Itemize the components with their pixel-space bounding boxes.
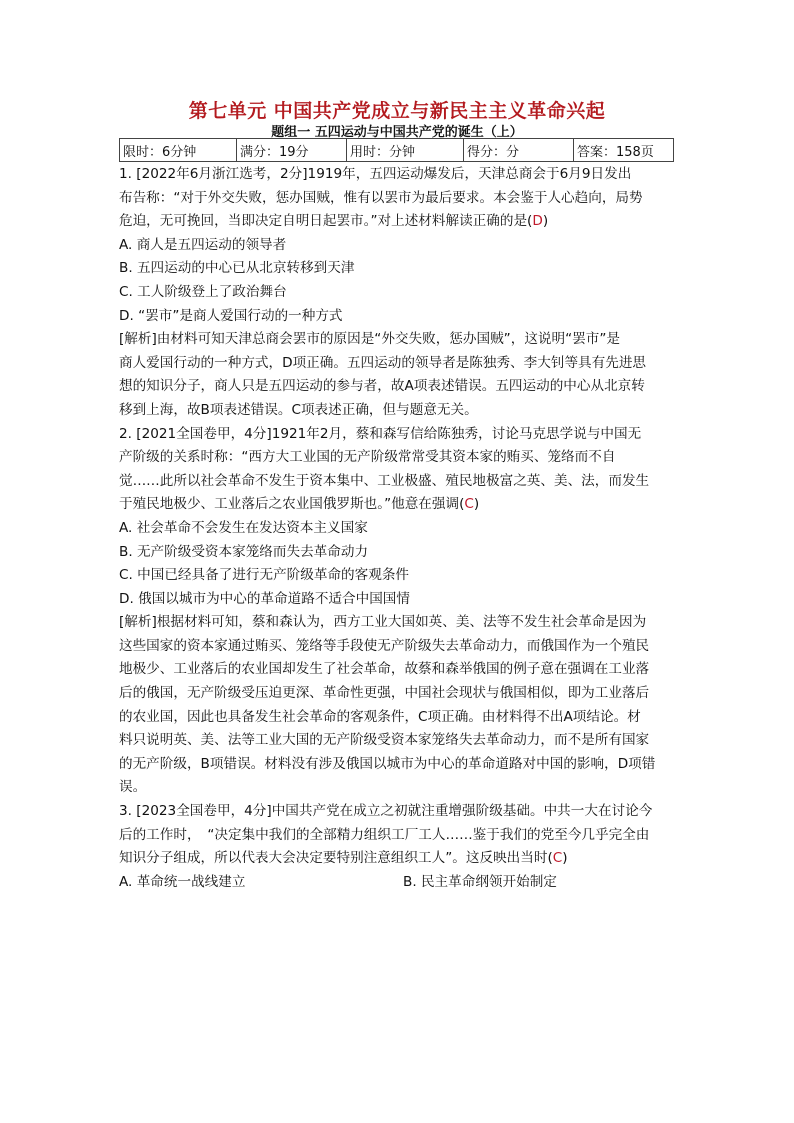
question-stem-line: 知识分子组成，所以代表大会决定要特别注意组织工人”。这反映出当时(C): [119, 850, 568, 867]
time-limit-cell: 限时：6分钟: [120, 139, 237, 162]
option-c: C. 工人阶级登上了政治舞台: [119, 283, 287, 300]
option-d: D. “罢市”是商人爱国行动的一种方式: [119, 307, 343, 324]
answer-letter: C: [464, 496, 474, 513]
analysis-line: 地极少、工业落后的农业国却发生了社会革命，故蔡和森举俄国的例子意在强调在工业落: [119, 661, 650, 678]
score-cell: 得分：分: [464, 139, 574, 162]
analysis-line: 移到上海，故B项表述错误。C项表述正确，但与题意无关。: [119, 401, 478, 418]
option-b: B. 五四运动的中心已从北京转移到天津: [119, 260, 355, 277]
score-info-row: [120, 139, 674, 162]
option-c: C. 中国已经具备了进行无产阶级革命的客观条件: [119, 567, 410, 584]
analysis-line: 的农业国，因此也具备发生社会革命的客观条件，C项正确。由材料得不出A项结论。材: [119, 708, 641, 725]
time-used-cell: 用时：分钟: [347, 139, 464, 162]
question-stem-line: 3. [2023全国卷甲，4分]中国共产党在成立之初就注重增强阶级基础。中共一大在讨论今: [119, 803, 653, 820]
question-stem-line: 后的工作时， “决定集中我们的全部精力组织工厂工人……鉴于我们的党至今几乎完全由: [119, 826, 650, 843]
question-1: [119, 163, 675, 423]
analysis-line: [解析]由材料可知天津总商会罢市的原因是“外交失败，惩办国贼”，这说明“罢市”是: [119, 331, 620, 348]
option-b: B. 无产阶级受资本家笼络而失去革命动力: [119, 543, 369, 560]
answer-letter: C: [552, 850, 563, 867]
option-d: D. 俄国以城市为中心的革命道路不适合中国国情: [119, 590, 410, 607]
analysis-line: 这些国家的资本家通过贿买、笼络等手段使无产阶级失去革命动力，而俄国作为一个殖民: [119, 637, 650, 654]
unit-title: 第七单元 中国共产党成立与新民主主义革命兴起: [188, 100, 606, 122]
questions-body: [119, 163, 675, 894]
question-stem-line: 2. [2021全国卷甲，4分]1921年2月，蔡和森写信给陈独秀，讨论马克思学说与中国无: [119, 425, 642, 442]
question-stem-line: 产阶级的关系时称：“西方大工业国的无产阶级常常受其资本家的贿买、笼络而不自: [119, 449, 616, 466]
question-stem-line: 1. [2022年6月浙江选考，2分]1919年，五四运动爆发后，天津总商会于6月9日发出: [119, 166, 632, 182]
group-subtitle: 题组一 五四运动与中国共产党的诞生（上）: [271, 125, 523, 140]
question-stem-line: 危迫，无可挽回，当即决定自明日起罢市。”对上述材料解读正确的是(D): [119, 213, 549, 230]
analysis-line: 后的俄国，无产阶级受压迫更深、革命性更强，中国社会现状与俄国相似，即为工业落后: [119, 685, 650, 702]
option-a: A. 社会革命不会发生在发达资本主义国家: [119, 519, 368, 536]
full-score-cell: 满分：19分: [237, 139, 347, 162]
analysis-line: [解析]根据材料可知，蔡和森认为，西方工业大国如英、美、法等不发生社会革命是因为: [119, 614, 647, 631]
question-stem-line: 觉……此所以社会革命不发生于资本集中、工业极盛、殖民地极富之英、美、法，而发生: [119, 472, 650, 489]
analysis-line: 想的知识分子，商人只是五四运动的参与者，故A项表述错误。五四运动的中心从北京转: [119, 378, 645, 395]
question-3: [119, 800, 675, 894]
question-2: [119, 423, 675, 801]
analysis-line: 料只说明英、美、法等工业大国的无产阶级受资本家笼络失去革命动力，而不是所有国家: [119, 732, 650, 749]
option-a: A. 革命统一战线建立: [119, 873, 246, 890]
analysis-line: 商人爱国行动的一种方式，D项正确。五四运动的领导者是陈独秀、李大钊等具有先进思: [119, 354, 647, 371]
answer-page-cell: 答案：158页: [574, 139, 674, 162]
analysis-line: 的无产阶级，B项错误。材料没有涉及俄国以城市为中心的革命道路对中国的影响，D项错: [119, 755, 656, 772]
score-info-table: [119, 138, 674, 162]
option-a: A. 商人是五四运动的领导者: [119, 236, 287, 253]
question-stem-line: 布告称：“对于外交失败，惩办国贼，惟有以罢市为最后要求。本会鉴于人心趋向，局势: [119, 189, 643, 206]
analysis-line: 误。: [119, 779, 147, 796]
option-b: B. 民主革命纲领开始制定: [403, 873, 557, 890]
answer-letter: D: [532, 213, 543, 230]
question-stem-line: 于殖民地极少、工业落后之农业国俄罗斯也。”他意在强调(C): [119, 496, 480, 513]
options-row: [119, 871, 675, 895]
